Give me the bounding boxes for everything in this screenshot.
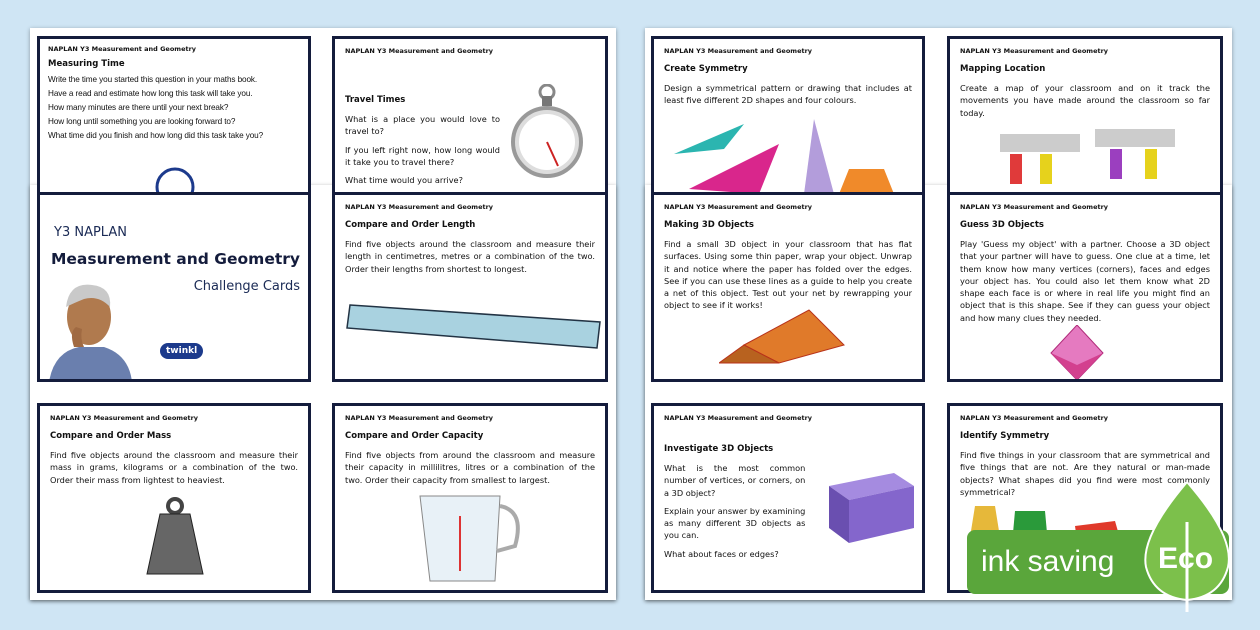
card-header: NAPLAN Y3 Measurement and Geometry — [960, 47, 1109, 55]
card-header: NAPLAN Y3 Measurement and Geometry — [48, 45, 197, 53]
card-text — [960, 238, 1210, 324]
card-paragraph: What about faces or edges? — [664, 548, 779, 559]
challenge-card — [37, 36, 311, 196]
card-paragraph: What is a place you would love to travel to? — [345, 114, 500, 137]
card-title: Travel Times — [345, 95, 406, 105]
card-header: NAPLAN Y3 Measurement and Geometry — [50, 414, 199, 422]
card-paragraph: Find five objects from around the classroom and measure their capacity in millilitres, litres or a combination of the two. Order their capacity from smallest to largest. — [345, 450, 595, 485]
card-text — [48, 74, 300, 141]
challenge-card — [37, 403, 311, 593]
card-paragraph: Find five objects around the classroom and measure their length in centimetres, metres or a combination of the two. Order their lengths from shortest to longest. — [345, 239, 595, 274]
challenge-card — [651, 36, 925, 196]
card-title: Measuring Time — [48, 59, 125, 69]
card-title: Compare and Order Length — [345, 220, 476, 230]
card-text — [664, 238, 912, 312]
card-text — [345, 113, 500, 186]
eco-leaf-icon — [1140, 482, 1235, 612]
card-header: NAPLAN Y3 Measurement and Geometry — [345, 414, 494, 422]
card-header: NAPLAN Y3 Measurement and Geometry — [345, 47, 494, 55]
card-paragraph: Find five things in your classroom that are symmetrical and five things that are not. Are they natural or man-made objects? What shapes did you find were most commonly symmetrical? — [960, 450, 1210, 497]
card-paragraph: Find a small 3D object in your classroom that has flat surfaces. Using some thin paper, wrap your object. Unwrap it and notice where the paper has folded over the edges. See if you can use these lines as a guide to help you create a net of this object. Test out your net by rewrapping your object to see if it works! — [664, 239, 912, 311]
cuboid-illustration — [824, 468, 919, 543]
card-paragraph: Explain your answer by examining as many different 3D objects as you can. — [664, 505, 806, 541]
card-paragraph: Find five objects around the classroom and measure their mass in grams, kilograms or a combination of the two. Order their mass from lightest to heaviest. — [50, 450, 298, 485]
challenge-card — [947, 36, 1223, 196]
card-paragraph: Design a symmetrical pattern or drawing that includes at least five different 2D shapes and four colours. — [664, 83, 912, 106]
classroom-tables-illustration — [995, 114, 1185, 194]
card-paragraph: What is the most common number of vertices, or corners, on a 3D object? — [664, 463, 806, 498]
ruler-illustration — [345, 300, 605, 350]
card-paragraph: How long until something you are looking forward to? — [48, 117, 236, 127]
challenge-card — [332, 36, 608, 196]
challenge-card — [332, 403, 608, 593]
card-title: Investigate 3D Objects — [664, 444, 774, 454]
card-title: Identify Symmetry — [960, 431, 1050, 441]
card-title: Guess 3D Objects — [960, 220, 1044, 230]
card-paragraph: What time did you finish and how long did this task take you? — [48, 131, 264, 141]
2d-shapes-illustration — [669, 114, 914, 194]
card-title: Create Symmetry — [664, 64, 748, 74]
card-title: Mapping Location — [960, 64, 1046, 74]
card-paragraph: Write the time you started this question in your maths book. — [48, 75, 258, 84]
card-text — [664, 462, 805, 560]
cover-line1: Y3 NAPLAN — [54, 225, 127, 240]
card-paragraph: Play 'Guess my object' with a partner. Choose a 3D object that your partner will have to guess. One clue at a time, let them know how many vertices (corners), faces and edges your object has. You could also let them know what 2D shape each face is or where in real life you might find an object that is this shape. See if they can guess your object and how many clues they needed. — [960, 239, 1210, 323]
card-paragraph: Create a map of your classroom and on it track the movements you have made around the classroom so far today. — [960, 83, 1210, 118]
card-text — [345, 449, 595, 486]
card-header: NAPLAN Y3 Measurement and Geometry — [960, 414, 1109, 422]
cover-subtitle: Challenge Cards — [193, 279, 300, 294]
card-paragraph: Have a read and estimate how long this task will take you. — [48, 89, 253, 99]
eco-label: Eco — [1158, 542, 1214, 575]
challenge-card — [332, 192, 608, 382]
card-title: Compare and Order Capacity — [345, 431, 484, 441]
octahedron-illustration — [1050, 325, 1105, 380]
challenge-card — [651, 192, 925, 382]
cover-title: Measurement and Geometry — [50, 250, 300, 268]
card-header: NAPLAN Y3 Measurement and Geometry — [664, 47, 813, 55]
thinking-person-illustration — [44, 277, 134, 382]
card-text — [664, 82, 912, 107]
card-header: NAPLAN Y3 Measurement and Geometry — [960, 203, 1109, 211]
card-header: NAPLAN Y3 Measurement and Geometry — [664, 203, 813, 211]
challenge-card — [947, 192, 1223, 382]
card-header: NAPLAN Y3 Measurement and Geometry — [664, 414, 813, 422]
card-title: Compare and Order Mass — [50, 431, 172, 441]
card-header: NAPLAN Y3 Measurement and Geometry — [345, 203, 494, 211]
card-text — [345, 238, 595, 275]
measuring-jug-illustration — [415, 491, 525, 586]
stopwatch-illustration — [510, 84, 585, 184]
twinkl-logo: twinkl — [160, 343, 203, 359]
weight-illustration — [145, 496, 205, 576]
card-paragraph: What time would you arrive? — [345, 175, 463, 186]
challenge-card — [651, 403, 925, 593]
card-paragraph: How many minutes are there until your next break? — [48, 103, 229, 113]
card-paragraph: If you left right now, how long would it take you to travel there? — [345, 144, 500, 167]
triangular-prism-illustration — [719, 305, 849, 365]
card-text — [50, 449, 298, 486]
cover-card — [37, 192, 311, 382]
badge-text: ink saving — [981, 545, 1115, 578]
card-title: Making 3D Objects — [664, 220, 754, 230]
